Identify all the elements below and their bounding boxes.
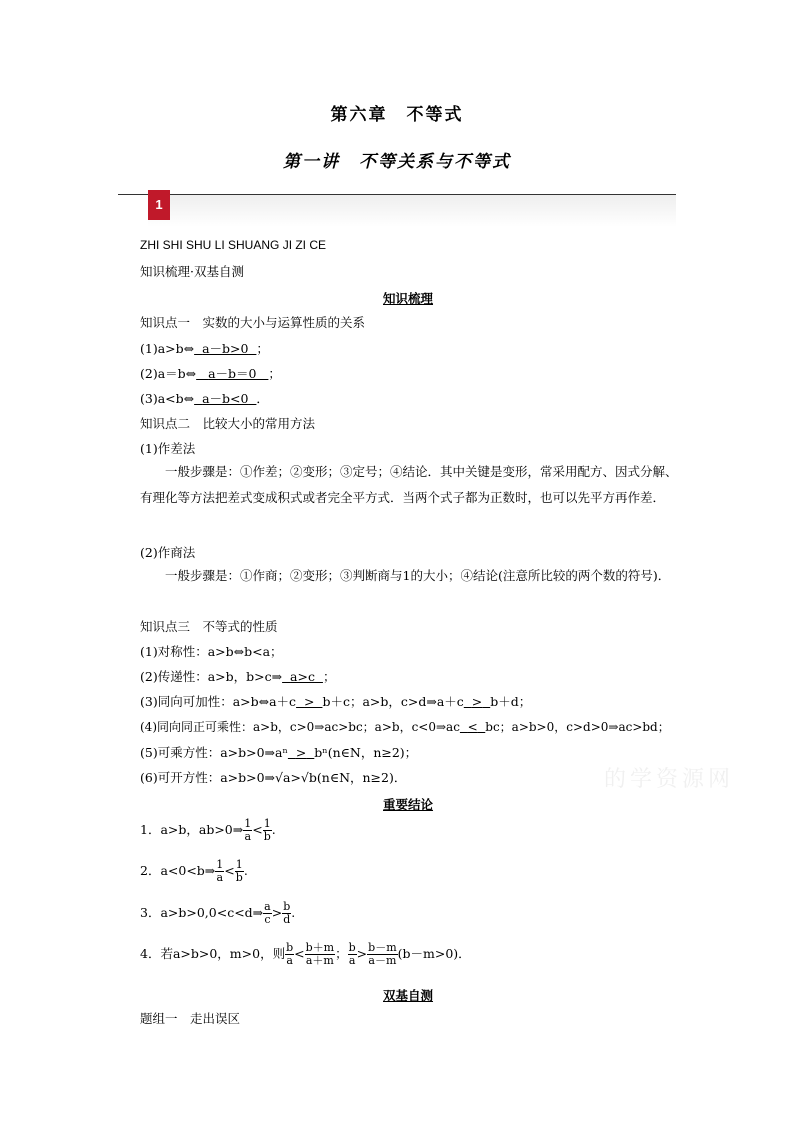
section-banner <box>148 195 676 227</box>
kp3-line-4: (4)同向同正可乘性：a>b，c>0⇒ac>bc；a>b，c<0⇒ac < bc；a>b>0，c>d>0⇒ac>bd； <box>140 720 670 734</box>
watermark: 的学资源网 <box>604 767 735 792</box>
kp3-line-2: (2)传递性：a>b，b>c⇒ a>c ； <box>140 669 336 684</box>
kp2-method-1: (1)作差法 <box>140 441 196 456</box>
kp3-title: 知识点三 不等式的性质 <box>140 619 278 634</box>
kp3-line-1: (1)对称性：a>b⇔b<a； <box>140 644 283 659</box>
group-1-title: 题组一 走出误区 <box>140 1011 241 1026</box>
kp2-method-2: (2)作商法 <box>140 545 196 560</box>
conclusion-1: 1．a>b，ab>0⇒ $\frac{1}{a}$ < $\frac{1}{b}$ . <box>140 817 276 843</box>
sect-self-test: 双基自测 <box>383 988 434 1003</box>
kp2-paragraph-1: 一般步骤是：①作差；②变形；③定号；④结论．其中关键是变形，常采用配方、因式分解、有理化等方法把差式变成积式或者完全平方式．当两个式子都为正数时，也可以先平方再作差． <box>140 464 678 505</box>
lesson-title: 第一讲 不等关系与不等式 <box>283 152 511 172</box>
divider <box>118 194 676 195</box>
kp2-paragraph-2: 一般步骤是：①作商；②变形；③判断商与1的大小；④结论(注意所比较的两个数的符号)． <box>165 568 671 583</box>
kp3-line-6: (6)可开方性：a>b>0⇒√a>√b(n∈N，n≥2)． <box>140 770 407 785</box>
conclusion-3: 3．a>b>0,0<c<d⇒ $\frac{a}{c}$ > $\frac{b}{d}$ . <box>140 900 296 926</box>
kp2-title: 知识点二 比较大小的常用方法 <box>140 416 316 431</box>
conclusion-4: 4．若a>b>0，m>0，则 $\frac{b}{a}$ < $\frac{b+m}{a+m}$ ； $\frac{b}{a}$ > $\frac{b-m}{a-m}$ (b－m>0)． <box>140 941 471 967</box>
conclusion-2: 2．a<0<b⇒ $\frac{1}{a}$ < $\frac{1}{b}$ . <box>140 858 248 884</box>
chapter-title: 第六章 不等式 <box>330 105 464 125</box>
kp1-item-3: (3)a<b⇔ a－b<0 ． <box>140 391 269 406</box>
sect-knowledge: 知识梳理 <box>383 291 434 306</box>
kp1-item-2: (2)a＝b⇔ a－b＝0 ； <box>140 366 281 381</box>
sect-conclusions: 重要结论 <box>383 797 434 812</box>
kp3-line-5: (5)可乘方性：a>b>0⇒aⁿ > bⁿ(n∈N，n≥2)； <box>140 745 418 760</box>
section-number-badge: 1 <box>148 190 170 220</box>
kp1-title: 知识点一 实数的大小与运算性质的关系 <box>140 315 366 330</box>
pinyin-heading: ZHI SHI SHU LI SHUANG JI ZI CE <box>140 238 327 252</box>
section-heading: 知识梳理·双基自测 <box>140 264 244 279</box>
kp3-line-3: (3)同向可加性：a>b⇔a＋c > b＋c；a>b，c>d⇒a＋c > b＋d； <box>140 694 532 709</box>
kp1-item-1: (1)a>b⇔ a－b>0 ； <box>140 341 269 356</box>
